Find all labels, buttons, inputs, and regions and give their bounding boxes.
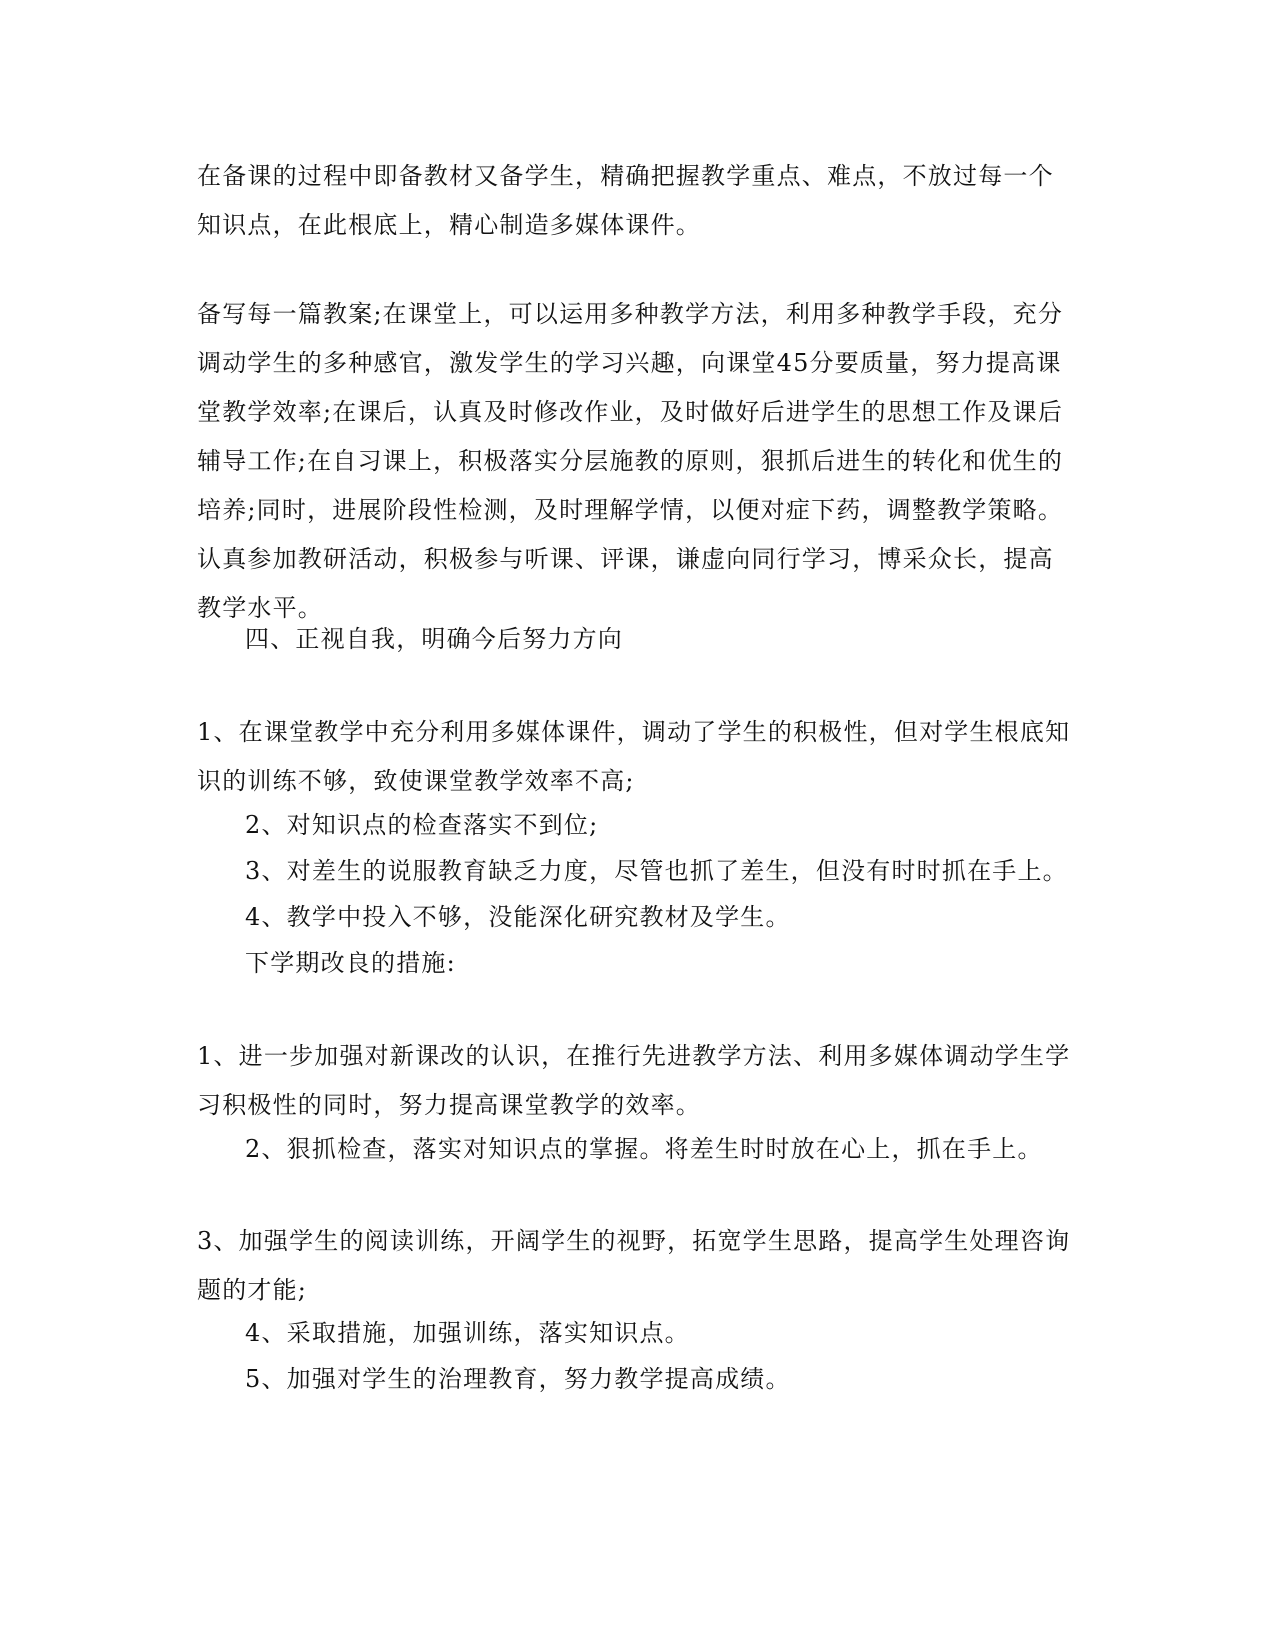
improvement-item-1: 1、进一步加强对新课改的认识，在推行先进教学方法、利用多媒体调动学生学习积极性的同时，努力提高课堂教学的效率。: [197, 1042, 1071, 1119]
improvement-item-4: 4、采取措施，加强训练，落实知识点。: [245, 1319, 690, 1347]
paragraph-teaching-methods: 备写每一篇教案;在课堂上，可以运用多种教学方法，利用多种教学手段，充分调动学生的多种感官，激发学生的学习兴趣，向课堂45分要质量，努力提高课堂教学效率;在课后，认真及时修改作业，及时做好后进学生的思想工作及课后辅导工作;在自习课上，积极落实分层施教的原则，狠抓后进生的转化和优生的培养;同时，进展阶段性检测，及时理解学情，以便对症下药，调整教学策略。认真参加教研活动，积极参与听课、评课，谦虚向同行学习，博采众长，提高教学水平。: [197, 300, 1064, 622]
improvement-item-2: 2、狠抓检查，落实对知识点的掌握。将差生时时放在心上，抓在手上。: [245, 1135, 1043, 1163]
paragraph-lesson-preparation: 在备课的过程中即备教材又备学生，精确把握教学重点、难点，不放过每一个知识点，在此根底上，精心制造多媒体课件。: [197, 162, 1054, 239]
improvement-item-5: 5、加强对学生的治理教育，努力教学提高成绩。: [245, 1365, 791, 1393]
shortcoming-item-2: 2、对知识点的检查落实不到位;: [245, 811, 599, 839]
section-heading-four: 四、正视自我，明确今后努力方向: [245, 625, 623, 653]
improvement-item-3: 3、加强学生的阅读训练，开阔学生的视野，拓宽学生思路，提高学生处理咨询题的才能;: [197, 1227, 1071, 1304]
shortcoming-item-1: 1、在课堂教学中充分利用多媒体课件，调动了学生的积极性，但对学生根底知识的训练不够，致使课堂教学效率不高;: [197, 718, 1071, 795]
shortcoming-item-3: 3、对差生的说服教育缺乏力度，尽管也抓了差生，但没有时时抓在手上。: [245, 857, 1068, 885]
shortcoming-item-4: 4、教学中投入不够，没能深化研究教材及学生。: [245, 903, 791, 931]
improvement-heading: 下学期改良的措施:: [245, 949, 456, 977]
